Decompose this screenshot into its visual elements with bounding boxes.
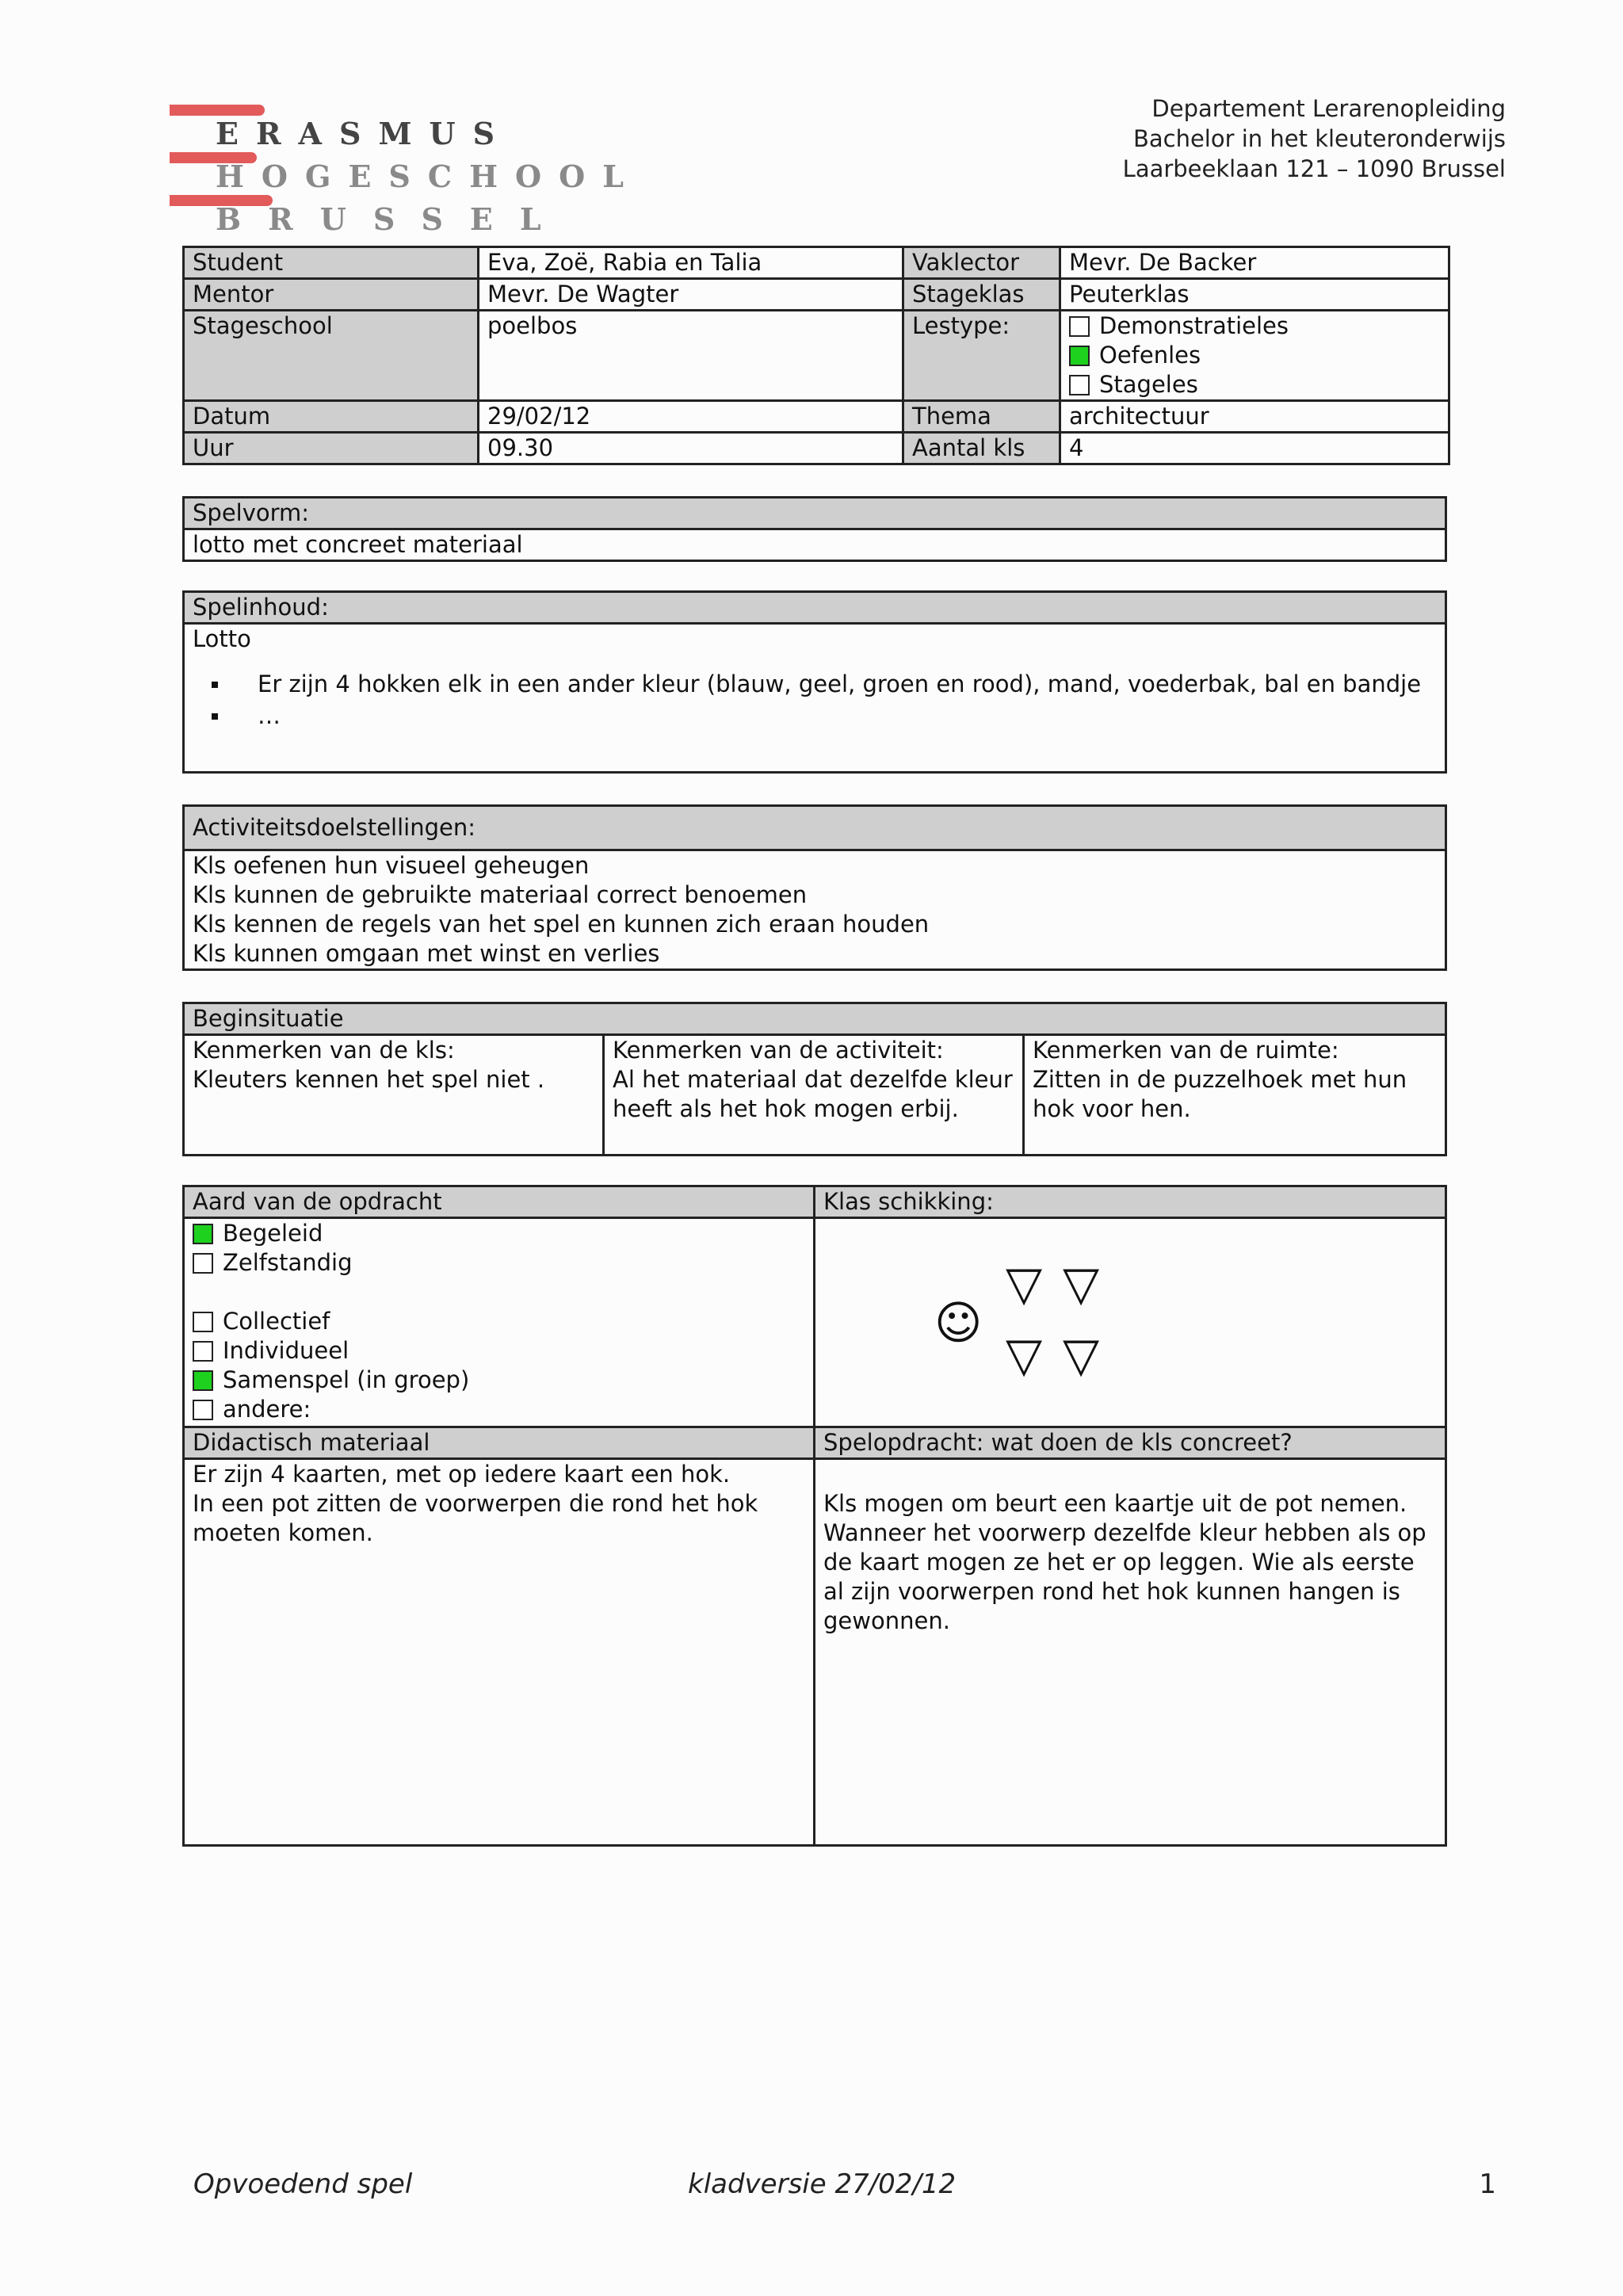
beginsituatie-table: [182, 1002, 1447, 1156]
datum-value: 29/02/12: [479, 401, 903, 433]
list-item: Kls oefenen hun visueel geheugen: [193, 852, 590, 879]
doelstellingen-title: Activiteitsdoelstellingen:: [184, 806, 1446, 850]
info-table: [182, 246, 1450, 465]
checkbox[interactable]: [193, 1312, 213, 1332]
department-name: Departement Lerarenopleiding: [1151, 95, 1506, 122]
option-begeleid[interactable]: Begeleid: [193, 1219, 805, 1248]
stageklas-label: Stageklas: [903, 279, 1060, 311]
didactisch-body: Er zijn 4 kaarten, met op iedere kaart een hok. In een pot zitten de voorwerpen die rond het hok moeten komen.: [184, 1459, 815, 1846]
doelstellingen-table: [182, 804, 1447, 971]
list-item: Er zijn 4 hokken elk in een ander kleur (blauw, geel, groen en rood), mand, voederbak, bal en bandje: [258, 668, 1437, 700]
vaklector-label: Vaklector: [903, 247, 1060, 279]
smiley-icon: ☺: [934, 1296, 983, 1350]
logo-text-line2: HOGESCHOOL: [216, 159, 641, 194]
vaklector-value: Mevr. De Backer: [1060, 247, 1449, 279]
spelvorm-text: lotto met concreet materiaal: [184, 529, 1446, 561]
klas-schikking-diagram: [815, 1218, 1446, 1427]
opdracht-options: [184, 1218, 815, 1427]
lestype-option-demonstratieles[interactable]: Demonstratieles: [1069, 311, 1440, 341]
erasmus-logo: [170, 101, 641, 238]
stageschool-label: Stageschool: [184, 311, 479, 401]
department-address: [1123, 94, 1506, 184]
spelopdracht-body: Kls mogen om beurt een kaartje uit de pot nemen. Wanneer het voorwerp dezelfde kleur hebben als op de kaart mogen ze het er op leggen. Wie als eerste al zijn voorwerpen rond het hok kunnen hangen is gewonnen.: [815, 1459, 1446, 1846]
spelinhoud-title: Spelinhoud:: [184, 592, 1446, 624]
checkbox-checked[interactable]: [193, 1224, 213, 1244]
checkbox[interactable]: [1069, 316, 1090, 337]
option-zelfstandig[interactable]: Zelfstandig: [193, 1248, 805, 1278]
spelinhoud-bullets: [193, 668, 1437, 732]
spelvorm-table: [182, 496, 1447, 562]
program-name: Bachelor in het kleuteronderwijs: [1132, 125, 1506, 152]
checkbox[interactable]: [193, 1400, 213, 1420]
lestype-option-oefenles[interactable]: Oefenles: [1069, 341, 1440, 370]
aantal-label: Aantal kls: [903, 433, 1060, 464]
page-number: 1: [1479, 2168, 1496, 2200]
checkbox[interactable]: [1069, 375, 1090, 395]
spelinhoud-table: [182, 590, 1447, 774]
checkbox[interactable]: [193, 1253, 213, 1274]
triangle-icon: ▽: [1006, 1328, 1043, 1383]
list-item: Kls kunnen omgaan met winst en verlies: [193, 940, 660, 967]
thema-label: Thema: [903, 401, 1060, 433]
stageschool-value: poelbos: [479, 311, 903, 401]
spelvorm-title: Spelvorm:: [184, 498, 1446, 529]
lestype-option-stageles[interactable]: Stageles: [1069, 370, 1440, 399]
list-item: Kls kunnen de gebruikte materiaal correct benoemen: [193, 881, 808, 908]
uur-value: 09.30: [479, 433, 903, 464]
checkbox-checked[interactable]: [1069, 346, 1090, 366]
option-collectief[interactable]: Collectief: [193, 1307, 805, 1336]
aantal-value: 4: [1060, 433, 1449, 464]
kenmerken-activiteit: Kenmerken van de activiteit: Al het materiaal dat dezelfde kleur heeft als het hok mogen erbij.: [604, 1035, 1024, 1156]
mentor-value: Mevr. De Wagter: [479, 279, 903, 311]
option-samenspel[interactable]: Samenspel (in groep): [193, 1366, 805, 1395]
logo-text-line3: BRUSSEL: [216, 201, 568, 237]
list-item: Kls kennen de regels van het spel en kunnen zich eraan houden: [193, 911, 930, 938]
kenmerken-ruimte: Kenmerken van de ruimte: Zitten in de puzzelhoek met hun hok voor hen.: [1024, 1035, 1446, 1156]
klas-schikking-title: Klas schikking:: [815, 1186, 1446, 1218]
kenmerken-kls: Kenmerken van de kls: Kleuters kennen het spel niet .: [184, 1035, 604, 1156]
stageklas-value: Peuterklas: [1060, 279, 1449, 311]
option-andere[interactable]: andere:: [193, 1395, 805, 1424]
option-individueel[interactable]: Individueel: [193, 1336, 805, 1366]
mentor-label: Mentor: [184, 279, 479, 311]
spacer: [193, 1278, 805, 1307]
triangle-icon: ▽: [1063, 1328, 1100, 1383]
student-value: Eva, Zoë, Rabia en Talia: [479, 247, 903, 279]
list-item: …: [258, 700, 1437, 732]
footer-title: Opvoedend spel: [193, 2168, 413, 2200]
spelinhoud-body: [184, 624, 1446, 773]
logo-text-line1: ERASMUS: [216, 116, 513, 151]
doelstellingen-body: [184, 850, 1446, 970]
lestype-options: [1060, 311, 1449, 401]
didactisch-title: Didactisch materiaal: [184, 1427, 815, 1459]
uur-label: Uur: [184, 433, 479, 464]
thema-value: architectuur: [1060, 401, 1449, 433]
opdracht-table: [182, 1185, 1447, 1847]
beginsituatie-title: Beginsituatie: [184, 1003, 1446, 1035]
spelopdracht-title: Spelopdracht: wat doen de kls concreet?: [815, 1427, 1446, 1459]
checkbox[interactable]: [193, 1341, 213, 1362]
opdracht-title: Aard van de opdracht: [184, 1186, 815, 1218]
triangle-icon: ▽: [1006, 1256, 1043, 1312]
footer-version: kladversie 27/02/12: [688, 2168, 957, 2200]
street-address: Laarbeeklaan 121 – 1090 Brussel: [1122, 155, 1506, 182]
triangle-icon: ▽: [1063, 1256, 1100, 1312]
checkbox-checked[interactable]: [193, 1370, 213, 1391]
student-label: Student: [184, 247, 479, 279]
datum-label: Datum: [184, 401, 479, 433]
lestype-label: Lestype:: [903, 311, 1060, 401]
spelinhoud-heading: Lotto: [193, 625, 251, 652]
